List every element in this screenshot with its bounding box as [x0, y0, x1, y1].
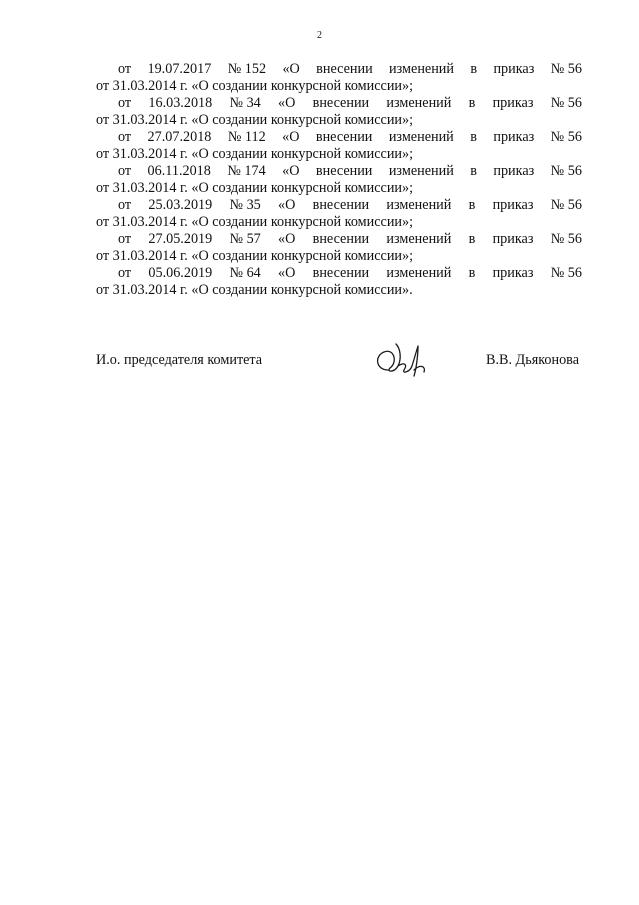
list-item-word: 25.03.2019 [148, 197, 213, 213]
list-item-word: «О [282, 61, 300, 77]
list-item-word: № 64 [229, 265, 261, 281]
list-item [96, 231, 582, 265]
list-item-word: «О [278, 95, 296, 111]
signer-name: В.В. Дьяконова [485, 352, 579, 368]
list-item-word: приказ [492, 265, 534, 281]
list-item-word: 27.07.2018 [147, 129, 212, 145]
list-item-word: изменений [386, 95, 452, 111]
list-item-line2: от 31.03.2014 г. «О создании конкурсной комиссии»; [96, 248, 414, 264]
list-item-word: № 56 [550, 163, 582, 179]
list-item-word: от [118, 231, 132, 247]
list-item-line2: от 31.03.2014 г. «О создании конкурсной комиссии»; [96, 180, 414, 196]
list-item [96, 197, 582, 231]
list-item-word: в [468, 265, 476, 281]
list-item-word: в [470, 163, 477, 179]
list-item-line1 [96, 163, 582, 180]
list-item-word: приказ [492, 231, 534, 247]
list-item-word: 16.03.2018 [148, 95, 213, 111]
list-item-word: 27.05.2019 [148, 231, 213, 247]
list-item-line2: от 31.03.2014 г. «О создании конкурсной комиссии»; [96, 214, 414, 230]
list-item-word: приказ [493, 163, 535, 179]
list-item-line1 [96, 129, 582, 146]
list-item-word: изменений [386, 265, 452, 281]
list-item-line1 [96, 265, 582, 282]
list-item-word: в [468, 231, 476, 247]
amendment-list [96, 61, 582, 299]
list-item-word: от [118, 129, 132, 145]
list-item-word: № 35 [229, 197, 261, 213]
list-item-word: внесении [312, 95, 370, 111]
list-item-word: «О [278, 231, 296, 247]
list-item-line2: от 31.03.2014 г. «О создании конкурсной комиссии»; [96, 146, 414, 162]
list-item-word: № 152 [227, 61, 267, 77]
list-item [96, 95, 582, 129]
list-item-word: приказ [492, 95, 534, 111]
list-item-word: в [468, 95, 476, 111]
list-item-word: внесении [315, 163, 373, 179]
list-item-word: 05.06.2019 [148, 265, 213, 281]
list-item-line2: от 31.03.2014 г. «О создании конкурсной комиссии». [96, 282, 413, 298]
list-item-line1 [96, 197, 582, 214]
list-item-word: изменений [386, 197, 452, 213]
list-item-word: внесении [315, 129, 373, 145]
page-number: 2 [317, 30, 322, 41]
list-item-word: от [118, 163, 132, 179]
list-item-word: внесении [316, 61, 373, 77]
list-item-word: приказ [493, 129, 535, 145]
list-item-word: от [118, 61, 132, 77]
list-item-word: № 56 [550, 197, 582, 213]
list-item-word: приказ [492, 197, 534, 213]
list-item-line1 [96, 61, 582, 78]
list-item-word: № 56 [550, 61, 582, 77]
list-item-word: внесении [312, 265, 370, 281]
list-item-word: № 56 [550, 231, 582, 247]
signer-title: И.о. председателя комитета [96, 352, 263, 368]
handwritten-signature [374, 340, 432, 380]
list-item-word: № 112 [227, 129, 266, 145]
list-item-line1 [96, 95, 582, 112]
list-item-word: № 56 [550, 129, 582, 145]
list-item-word: № 57 [229, 231, 261, 247]
list-item-word: № 56 [550, 265, 582, 281]
list-item-word: 06.11.2018 [147, 163, 211, 179]
list-item-word: «О [278, 197, 296, 213]
list-item-word: изменений [386, 231, 452, 247]
list-item-word: приказ [493, 61, 535, 77]
list-item-word: № 174 [227, 163, 266, 179]
list-item-word: в [470, 129, 477, 145]
list-item-word: от [118, 95, 132, 111]
list-item-word: в [470, 61, 478, 77]
list-item-word: изменений [388, 129, 454, 145]
list-item-line1 [96, 231, 582, 248]
list-item [96, 265, 582, 299]
list-item-word: 19.07.2017 [147, 61, 212, 77]
list-item-word: внесении [312, 231, 370, 247]
list-item-line2: от 31.03.2014 г. «О создании конкурсной комиссии»; [96, 78, 414, 94]
list-item-word: № 34 [229, 95, 261, 111]
list-item-word: изменений [388, 163, 454, 179]
list-item-line2: от 31.03.2014 г. «О создании конкурсной комиссии»; [96, 112, 414, 128]
list-item-word: «О [278, 265, 296, 281]
list-item-word: в [468, 197, 476, 213]
list-item [96, 61, 582, 95]
list-item-word: № 56 [550, 95, 582, 111]
list-item-word: внесении [312, 197, 370, 213]
signature-block [96, 352, 582, 392]
list-item-word: «О [282, 129, 300, 145]
list-item-word: изменений [389, 61, 454, 77]
list-item-word: от [118, 197, 132, 213]
list-item [96, 163, 582, 197]
list-item-word: «О [282, 163, 300, 179]
list-item [96, 129, 582, 163]
list-item-word: от [118, 265, 132, 281]
